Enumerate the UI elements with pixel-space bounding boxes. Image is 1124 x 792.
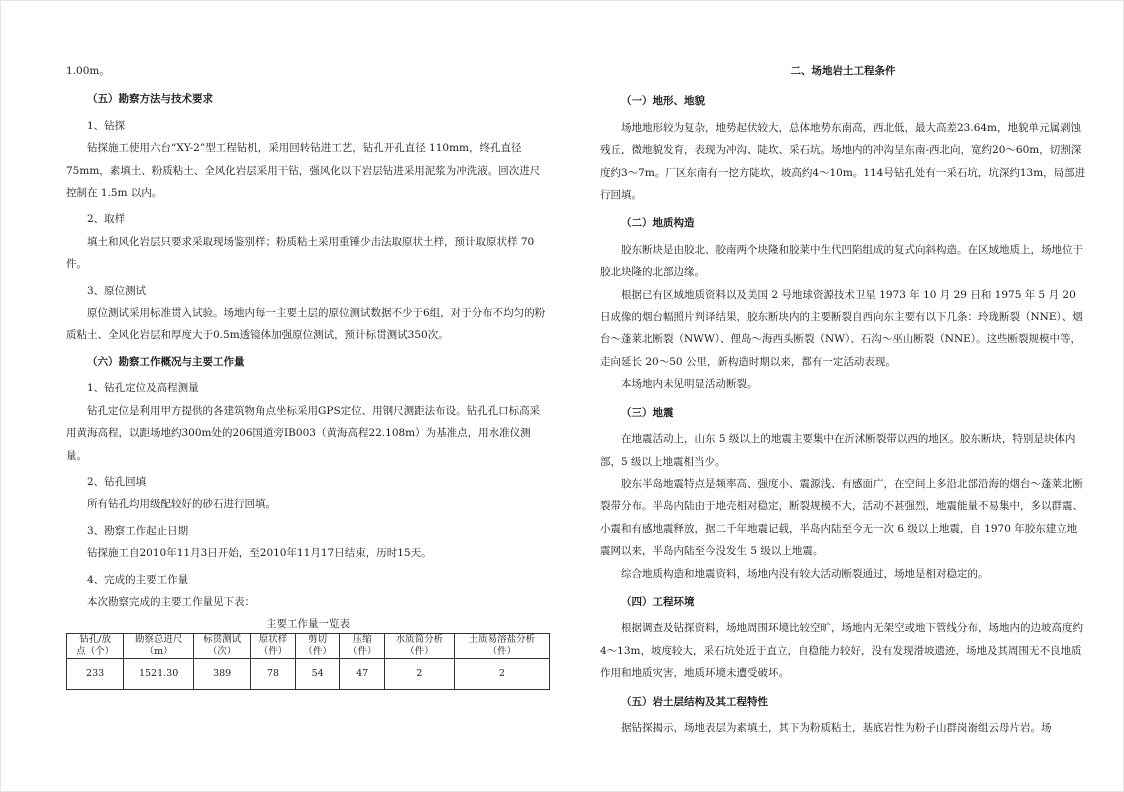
section-heading-work-summary: （六）勘察工作概况与主要工作量 [87,355,245,368]
table-cell: 47 [340,659,385,690]
table-cell: 389 [194,659,251,690]
section-heading-earthquake: （三）地震 [621,406,674,419]
paragraph-geology: 胶东断块是由胶北、胶南两个块隆和胶莱中生代凹陷组成的复式向斜构造。在区域地质上，场地位于胶北块隆的北部边缘。 [600,243,1083,279]
table-cell: 2 [384,659,454,690]
table-header-row [67,634,550,659]
subheading-dates: 3、勘察工作起止日期 [87,524,189,537]
paragraph-sampling: 填土和风化岩层只要求采取现场鉴别样；粉质粘土采用重锤少击法取原状土样，预计取原状样 70 件。 [66,235,535,271]
paragraph-earthquake-2: 胶东半岛地震特点是频率高、强度小、震源浅、有感面广，在空间上多沿北部沿海的烟台～蓬莱北断裂带分布。半岛内陆由于地壳相对稳定，断裂规模不大，活动不甚强烈，地震能量不易集中，多以群震、小震和有感地震释放，据二千年地震记载，半岛内陆至今无一次 6 级以上地震，自 1970 年胶东建立地震网以来，半岛内陆至今没发生 5 级以上地震。 [600,477,1083,558]
subheading-workload: 4、完成的主要工作量 [87,573,189,586]
section-heading-geology: （二）地质构造 [621,217,695,230]
paragraph-positioning: 钻孔定位是利用甲方提供的各建筑物角点坐标采用GPS定位、用钢尺测距法布设。钻孔孔口标高采用黄海高程，以距场地约300m处的206国道旁IB003（黄海高程22.108m）为基准点，用水准仪测量。 [66,404,541,462]
paragraph-drilling: 钻探施工使用六台“XY-2”型工程钻机，采用回转钻进工艺，钻孔开孔直径 110mm，终孔直径 75mm，素填土、粉质粘土、全风化岩层采用干钻，强风化以下岩层钻进采用泥浆为冲洗液。回次进尺控制在 1.5m 以内。 [66,142,541,200]
table-row [67,659,550,690]
subheading-drilling: 1、钻探 [87,119,126,132]
table-header-cell: 水质简分析 （件） [384,634,454,659]
table-header-cell: 压缩 （件） [340,634,385,659]
paragraph-environment: 根据调查及钻探资料，场地周围环境比较空旷，场地内无架空或地下管线分布，场地内的边坡高度约 4～13m，坡度较大，采石坑处近于直立，自稳能力较好，没有发现滑坡遗迹，场地及其周围无不良地质作用和地质灾害，地质环境未遭受破坏。 [600,622,1083,680]
chapter-title: 二、场地岩土工程条件 [790,65,896,77]
paragraph-dates: 钻探施工自2010年11月3日开始，至2010年11月17日结束，历时15天。 [87,547,432,560]
paragraph-insitu-test: 原位测试采用标准贯入试验。场地内每一主要土层的原位测试数据不少于6组，对于分布不均匀的粉质粘土、全风化岩层和厚度大于0.5m透镜体加强原位测试，预计标贯测试350次。 [66,307,546,342]
subheading-sampling: 2、取样 [87,213,126,226]
section-heading-terrain: （一）地形、地貌 [621,95,705,108]
table-header-cell: 土质易溶盐分析 （件） [454,634,549,659]
right-column [600,60,1086,739]
paragraph-faults: 根据已有区域地质资料以及美国 2 号地球资源技术卫星 1973 年 10 月 29 日和 1975 年 5 月 20 日成像的烟台幅照片判译结果，胶东断块内的主要断裂自西向东主要有以下几条：玲珑断裂（NNE）、烟台～蓬莱北断裂（NWW）、俚岛～海西头断裂（NW）、石沟～巫山断裂（NNE）。这些断裂规模中等，走向延长 20～50 公里，新构造时期以来，都有一定活动表现。 [600,288,1083,368]
table-cell: 78 [251,659,296,690]
paragraph-no-active-fault: 本场地内未见明显活动断裂。 [621,378,758,391]
paragraph-earthquake-3: 综合地质构造和地震资料，场地内没有较大活动断裂通过，场地是相对稳定的。 [621,567,989,580]
paragraph-earthquake-1: 在地震活动上，山东 5 级以上的地震主要集中在沂沭断裂带以西的地区。胶东断块，特别是块体内部，5 级以上地震相当少。 [600,433,1076,468]
table-header-cell: 勘察总进尺 （m） [124,634,194,659]
paragraph-strata: 据钻探揭示，场地表层为素填土，其下为粉质粘土，基底岩性为粉子山群岗嵛组云母片岩。场 [621,721,1052,734]
paragraph-backfill: 所有钻孔均用级配较好的砂石进行回填。 [87,498,276,511]
subheading-positioning: 1、钻孔定位及高程测量 [87,382,199,395]
table-header-cell: 剪切 （件） [295,634,340,659]
subheading-insitu-test: 3、原位测试 [87,284,147,297]
paragraph-workload: 本次勘察完成的主要工作量见下表： [87,595,255,608]
workload-table [66,633,550,690]
section-heading-environment: （四）工程环境 [621,595,695,608]
table-title: 主要工作量一览表 [266,618,350,631]
left-column [66,60,550,690]
paragraph-terrain: 场地地形较为复杂，地势起伏较大，总体地势东南高，西北低，最大高差23.64m，地貌单元属剥蚀残丘，微地貌发育，表现为冲沟、陡坎、采石坑。场地内的冲沟呈东南-西北向，宽约20～60m，切割深度约3～7m。厂区东南有一挖方陡坎，坡高约4～10m。114号钻孔处有一采石坑，坑深约13m，局部进行回填。 [600,121,1086,202]
table-cell: 233 [67,659,124,690]
table-cell: 2 [454,659,549,690]
paragraph: 1.00m。 [66,65,110,77]
table-cell: 54 [295,659,340,690]
table-header-cell: 标贯测试 （次） [194,634,251,659]
section-heading-strata: （五）岩土层结构及其工程特性 [621,695,768,708]
section-heading-methods: （五）勘察方法与技术要求 [87,93,213,106]
subheading-backfill: 2、钻孔回填 [87,475,147,488]
table-cell: 1521.30 [124,659,194,690]
table-header-cell: 钻孔/放 点（个） [67,634,124,659]
table-header-cell: 原状样 （件） [251,634,296,659]
